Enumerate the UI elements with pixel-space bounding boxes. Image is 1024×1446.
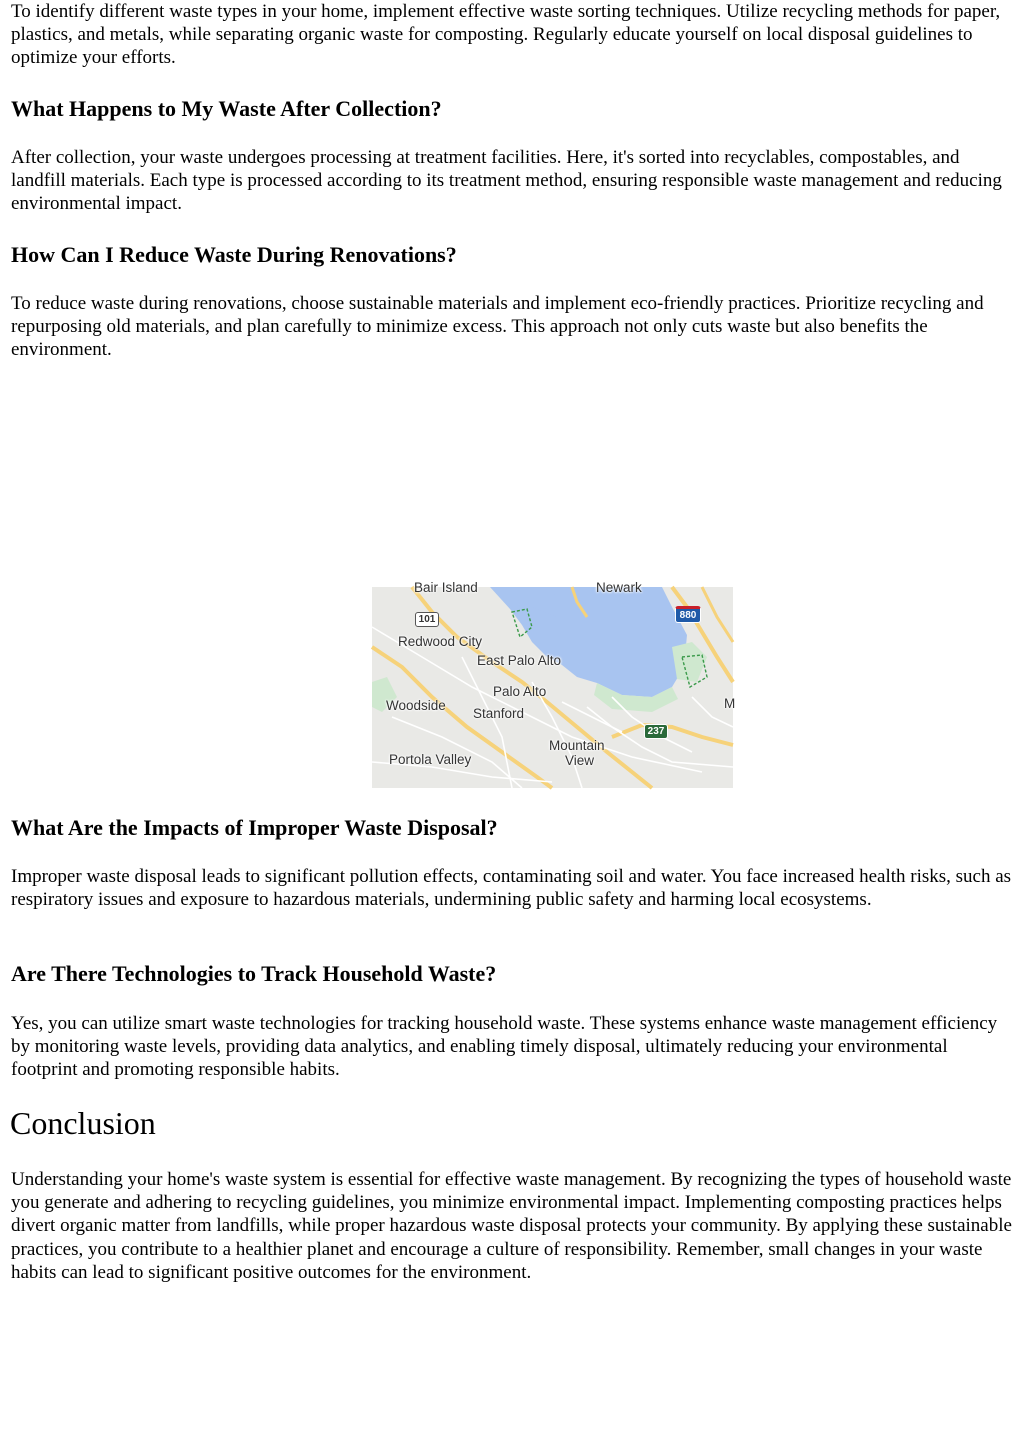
map-label-woodside: Woodside [386,698,446,713]
faq-question-reduce-waste-renovations: How Can I Reduce Waste During Renovations? [11,242,457,267]
map-label-portola-valley: Portola Valley [389,752,472,767]
faq-answer-improper-disposal-impacts: Improper waste disposal leads to significant pollution effects, contaminating soil and water. You face increased health risks, such as respiratory issues and exposure to hazardous materials, undermining public safety and harming local ecosystems. [11,866,1012,911]
interstate-880-shield-icon: 880 [675,606,701,623]
map-label-stanford: Stanford [473,706,525,721]
us-101-shield-icon: 101 [415,612,439,627]
intro-paragraph: To identify different waste types in your home, implement effective waste sorting techniques. Utilize recycling methods for paper, plastics, and metals, while separating organic waste for composting. Regularly educate yourself on local disposal guidelines to optimize your efforts. [11,1,1001,69]
conclusion-paragraph: Understanding your home's waste system is essential for effective waste management. By recognizing the types of household waste you generate and adhering to recycling guidelines, you minimize environmental impact. Implementing composting practices helps divert organic matter from landfills, while proper hazardous waste disposal protects your community. By applying these sustainable practices, you contribute to a healthier planet and encourage a culture of responsibility. Remember, small changes in your waste habits can lead to significant positive outcomes for the environment. [11,1169,1012,1283]
faq-answer-track-household-waste: Yes, you can utilize smart waste technologies for tracking household waste. These systems enhance waste management efficiency by monitoring waste levels, providing data analytics, and enabling timely disposal, ultimately reducing your environmental footprint and promoting responsible habits. [11,1013,998,1081]
map-label-redwood-city: Redwood City [398,634,483,649]
map-label-newark: Newark [596,580,642,595]
faq-question-improper-disposal-impacts: What Are the Impacts of Improper Waste Disposal? [11,815,498,840]
map-image [372,580,736,788]
faq-question-waste-after-collection: What Happens to My Waste After Collection? [11,96,442,121]
map-label-mountain-view-line2: View [565,753,595,768]
map-label-mountain-view-line1: Mountain [549,738,605,753]
map-label-bair-island: Bair Island [414,580,478,595]
faq-answer-waste-after-collection: After collection, your waste undergoes processing at treatment facilities. Here, it's sorted into recyclables, compostables, and landfill materials. Each type is processed according to its treatment method, ensuring responsible waste management and reducing environmental impact. [11,147,1002,215]
map-label-edge-m: M [724,696,736,711]
map-label-east-palo-alto: East Palo Alto [477,653,562,668]
faq-answer-reduce-waste-renovations: To reduce waste during renovations, choose sustainable materials and implement eco-friendly practices. Prioritize recycling and repurposing old materials, and plan carefully to minimize excess. This approach not only cuts waste but also benefits the environment. [11,293,984,361]
ca-237-shield-icon: 237 [644,724,668,739]
faq-question-track-household-waste: Are There Technologies to Track Household Waste? [11,961,497,986]
conclusion-heading: Conclusion [10,1105,156,1141]
map-label-palo-alto: Palo Alto [493,684,547,699]
